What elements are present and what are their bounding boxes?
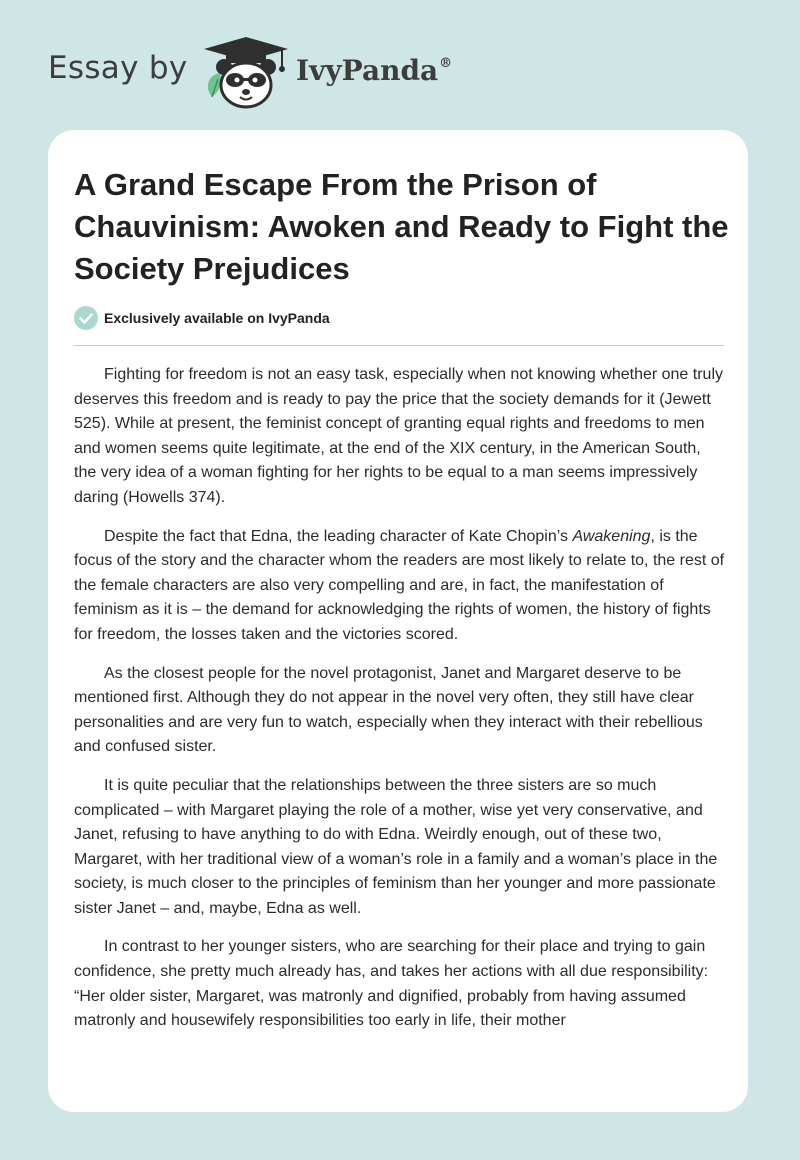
paragraph-text: It is quite peculiar that the relationships between the three sisters are so much complicated – with Margaret playing the role of a mother, wise yet very conservative, and Janet, refusing to have anything to do with Edna. Weirdly enough, out of these two, Margaret, with her traditional view of a woman’s role in a family and a woman’s place in the society, is much closer to the principles of feminism than her younger and more passionate sister Janet – and, maybe, Edna as well. — [74, 776, 718, 917]
paragraph — [74, 363, 726, 511]
paragraph — [74, 774, 726, 922]
panda-logo-icon[interactable] — [202, 35, 292, 110]
check-circle-icon — [74, 306, 98, 330]
exclusive-badge — [74, 306, 330, 330]
paragraph-text: Despite the fact that Edna, the leading character of Kate Chopin’s — [104, 527, 573, 545]
paragraph — [74, 935, 726, 1033]
paragraph — [74, 525, 726, 648]
paragraph-text: Fighting for freedom is not an easy task, especially when not knowing whether one truly deserves this freedom and is ready to pay the price that the society demands for it (Jewett 525). While at present, the feminist concept of granting equal rights and freedoms to men and women seems quite legitimate, at the end of the XIX century, in the American South, the very idea of a woman fighting for her rights to be equal to a man seems impressively daring (Howells 374). — [74, 366, 723, 506]
paragraph-text: In contrast to her younger sisters, who are searching for their place and trying to gain confidence, she pretty much already has, and takes her actions with all due responsibility: “Her older sister, Margaret, was matronly and dignified, probably from having assumed matronly and housewifely responsibilities too early in life, their mother — [74, 938, 709, 1030]
registered-mark: ® — [439, 56, 453, 71]
essay-card — [48, 130, 748, 1112]
essay-by-label: Essay by — [48, 50, 188, 86]
brand-text: IvyPanda — [296, 54, 439, 87]
site-header — [0, 0, 800, 130]
book-title: Awakening — [572, 527, 651, 545]
paragraph-text: , is the focus of the story and the character whom the readers are most likely to relate to, the rest of the female characters are also very compelling and are, in fact, the manifestation of feminism as it is – the demand for acknowledging the rights of women, the history of fights for freedom, the losses taken and the victories scored. — [74, 527, 725, 643]
paragraph-text: As the closest people for the novel protagonist, Janet and Margaret deserve to be mentioned first. Although they do not appear in the novel very often, they still have clear personalities and are very fun to watch, especially when they interact with their rebellious and confused sister. — [74, 664, 703, 756]
brand-name[interactable] — [296, 54, 452, 87]
essay-body — [74, 363, 726, 1048]
paragraph — [74, 662, 726, 760]
essay-title: A Grand Escape From the Prison of Chauvinism: Awoken and Ready to Fight the Society Prejudices — [74, 167, 729, 286]
exclusive-label: Exclusively available on IvyPanda — [104, 310, 330, 326]
divider — [74, 345, 724, 346]
